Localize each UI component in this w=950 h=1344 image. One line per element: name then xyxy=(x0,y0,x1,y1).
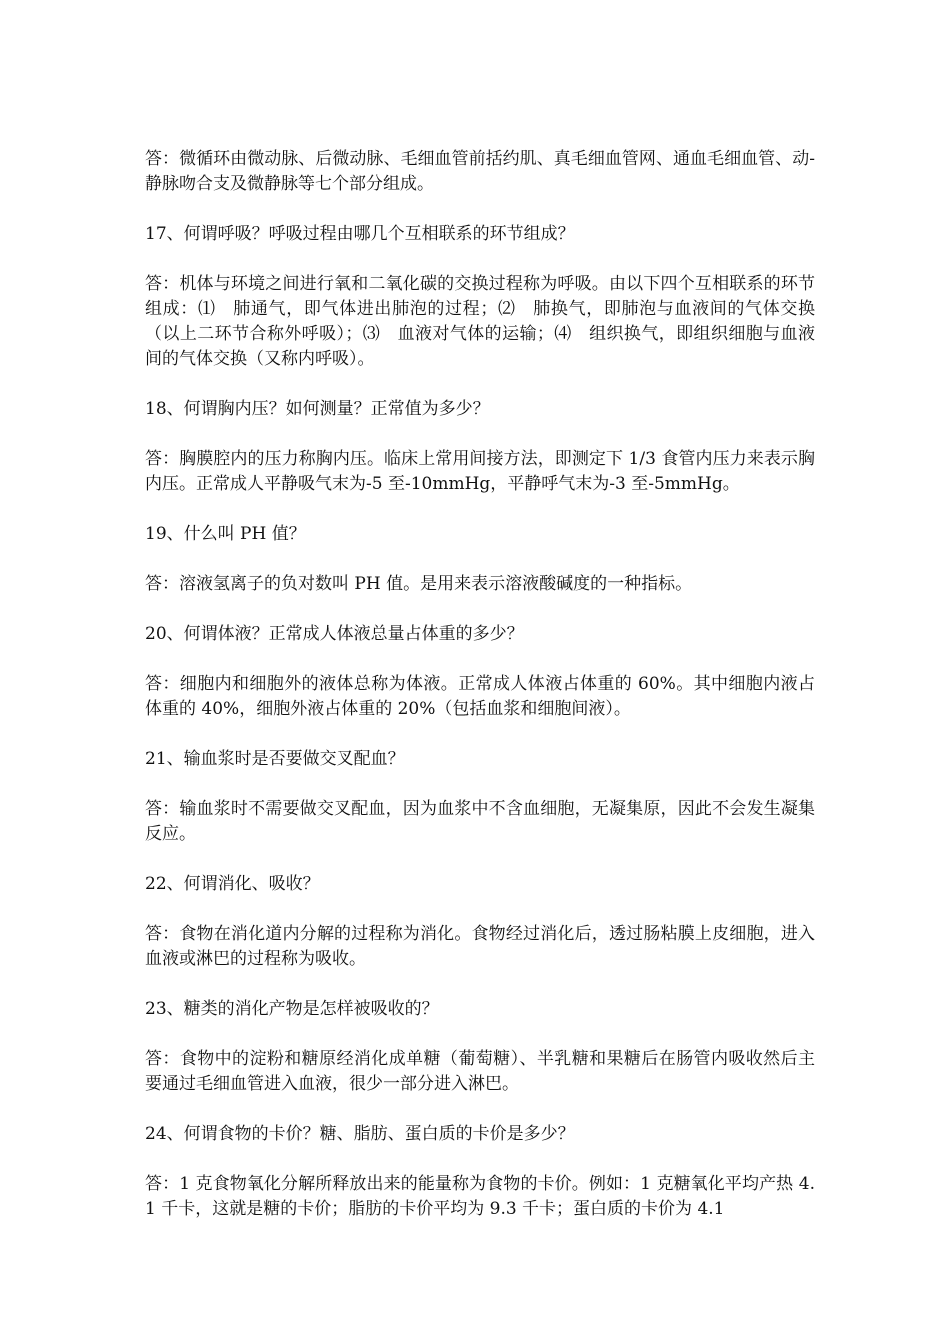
answer-18: 答：胸膜腔内的压力称胸内压。临床上常用间接方法，即测定下 1/3 食管内压力来表示胸内压。正常成人平静吸气末为-5 至-10mmHg，平静呼气末为-3 至-5mmHg。 xyxy=(145,449,815,494)
answer-21: 答：输血浆时不需要做交叉配血，因为血浆中不含血细胞，无凝集原，因此不会发生凝集反应。 xyxy=(145,799,815,844)
question-23: 23、糖类的消化产物是怎样被吸收的？ xyxy=(145,999,439,1019)
question-24: 24、何谓食物的卡价？糖、脂肪、蛋白质的卡价是多少？ xyxy=(145,1124,575,1144)
answer-17: 答：机体与环境之间进行氧和二氧化碳的交换过程称为呼吸。由以下四个互相联系的环节组成：⑴ 肺通气，即气体进出肺泡的过程；⑵ 肺换气，即肺泡与血液间的气体交换（以上二环节合称外呼吸）；⑶ 血液对气体的运输；⑷ 组织换气，即组织细胞与血液间的气体交换（又称内呼吸）。 xyxy=(145,274,815,369)
question-19: 19、什么叫 PH 值？ xyxy=(145,524,306,544)
answer-16: 答：微循环由微动脉、后微动脉、毛细血管前括约肌、真毛细血管网、通血毛细血管、动-静脉吻合支及微静脉等七个部分组成。 xyxy=(145,149,815,194)
question-21: 21、输血浆时是否要做交叉配血？ xyxy=(145,749,405,769)
document-body xyxy=(145,147,815,1247)
question-18: 18、何谓胸内压？如何测量？正常值为多少？ xyxy=(145,399,490,419)
answer-24: 答：1 克食物氧化分解所释放出来的能量称为食物的卡价。例如：1 克糖氧化平均产热 4.1 千卡，这就是糖的卡价；脂肪的卡价平均为 9.3 千卡；蛋白质的卡价为 4.1 xyxy=(145,1174,815,1219)
question-22: 22、何谓消化、吸收？ xyxy=(145,874,320,894)
question-20: 20、何谓体液？正常成人体液总量占体重的多少？ xyxy=(145,624,524,644)
answer-20: 答：细胞内和细胞外的液体总称为体液。正常成人体液占体重的 60%。其中细胞内液占体重的 40%，细胞外液占体重的 20%（包括血浆和细胞间液）。 xyxy=(145,674,815,719)
answer-23: 答：食物中的淀粉和糖原经消化成单糖（葡萄糖）、半乳糖和果糖后在肠管内吸收然后主要通过毛细血管进入血液，很少一部分进入淋巴。 xyxy=(145,1049,815,1094)
answer-22: 答：食物在消化道内分解的过程称为消化。食物经过消化后，透过肠粘膜上皮细胞，进入血液或淋巴的过程称为吸收。 xyxy=(145,924,815,969)
answer-19: 答：溶液氢离子的负对数叫 PH 值。是用来表示溶液酸碱度的一种指标。 xyxy=(145,574,693,594)
question-17: 17、何谓呼吸？呼吸过程由哪几个互相联系的环节组成？ xyxy=(145,224,575,244)
